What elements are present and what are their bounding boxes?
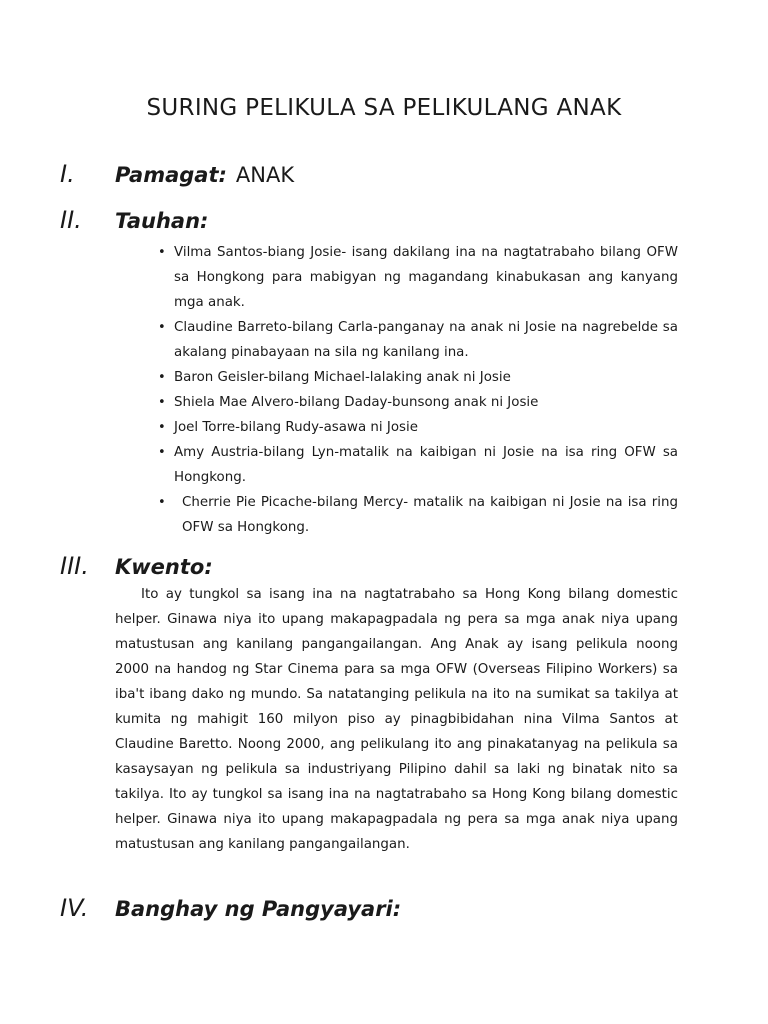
- cast-entry: Claudine Barreto-bilang Carla-panganay na anak ni Josie na nagrebelde sa akalang pinabayaan na sila ng kanilang ina.: [174, 320, 678, 360]
- list-item: [158, 415, 678, 440]
- list-item: [158, 490, 678, 540]
- section-label: Tauhan:: [115, 209, 209, 233]
- list-item: [158, 315, 678, 365]
- cast-entry: Cherrie Pie Picache-bilang Mercy- matalik na kaibigan ni Josie na isa ring OFW sa Hongkong.: [182, 495, 678, 535]
- cast-entry: Joel Torre-bilang Rudy-asawa ni Josie: [174, 420, 418, 435]
- bullet-icon: •: [158, 495, 166, 510]
- bullet-icon: •: [158, 445, 166, 460]
- cast-entry: Amy Austria-bilang Lyn-matalik na kaibigan ni Josie na isa ring OFW sa Hongkong.: [174, 445, 678, 485]
- section-numeral: II.: [60, 206, 82, 234]
- section-label: Kwento:: [115, 555, 213, 579]
- list-item: [158, 390, 678, 415]
- list-item: [158, 365, 678, 390]
- bullet-icon: •: [158, 395, 166, 410]
- movie-title-value: ANAK: [235, 163, 295, 187]
- cast-list: [158, 240, 678, 540]
- section-banghay-heading: [60, 894, 401, 922]
- kwento-paragraph: Ito ay tungkol sa isang ina na nagtatrabaho sa Hong Kong bilang domestic helper. Ginawa niya ito upang makapagpadala ng pera sa mga anak niya upang matustusan ang kanilang pangangailangan. Ang Anak ay isang pelikula noong 2000 na handog ng Star Cinema para sa mga OFW (Overseas Filipino Workers) sa iba't ibang dako ng mundo. Sa natatanging pelikula na ito na sumikat sa takilya at kumita ng mahigit 160 milyon piso ay pinagbibidahan nina Vilma Santos at Claudine Baretto. Noong 2000, ang pelikulang ito ang pinakatanyag na pelikula sa kasaysayan ng pelikula sa industriyang Pilipino dahil sa laki ng binatak nito sa takilya. Ito ay tungkol sa isang ina na nagtatrabaho sa Hong Kong bilang domestic helper. Ginawa niya ito upang makapagpadala ng pera sa mga anak niya upang matustusan ang kanilang pangangailangan.: [115, 587, 678, 852]
- section-kwento-heading: [60, 552, 213, 580]
- list-item: [158, 440, 678, 490]
- section-numeral: IV.: [60, 894, 89, 922]
- bullet-icon: •: [158, 370, 166, 385]
- section-numeral: III.: [60, 552, 89, 580]
- section-tauhan-heading: [60, 206, 208, 234]
- bullet-icon: •: [158, 320, 166, 335]
- bullet-icon: •: [158, 245, 166, 260]
- bullet-icon: •: [158, 420, 166, 435]
- cast-entry: Shiela Mae Alvero-bilang Daday-bunsong anak ni Josie: [174, 395, 539, 410]
- section-label: Pamagat:: [115, 163, 227, 187]
- section-label: Banghay ng Pangyayari:: [115, 897, 402, 921]
- document-title: SURING PELIKULA SA PELIKULANG ANAK: [146, 95, 622, 121]
- section-numeral: I.: [60, 160, 75, 188]
- section-pamagat-heading: [60, 160, 294, 188]
- cast-entry: Baron Geisler-bilang Michael-lalaking anak ni Josie: [174, 370, 511, 385]
- cast-entry: Vilma Santos-biang Josie- isang dakilang ina na nagtatrabaho bilang OFW sa Hongkong para mabigyan ng magandang kinabukasan ang kanyang mga anak.: [174, 245, 678, 310]
- list-item: [158, 240, 678, 315]
